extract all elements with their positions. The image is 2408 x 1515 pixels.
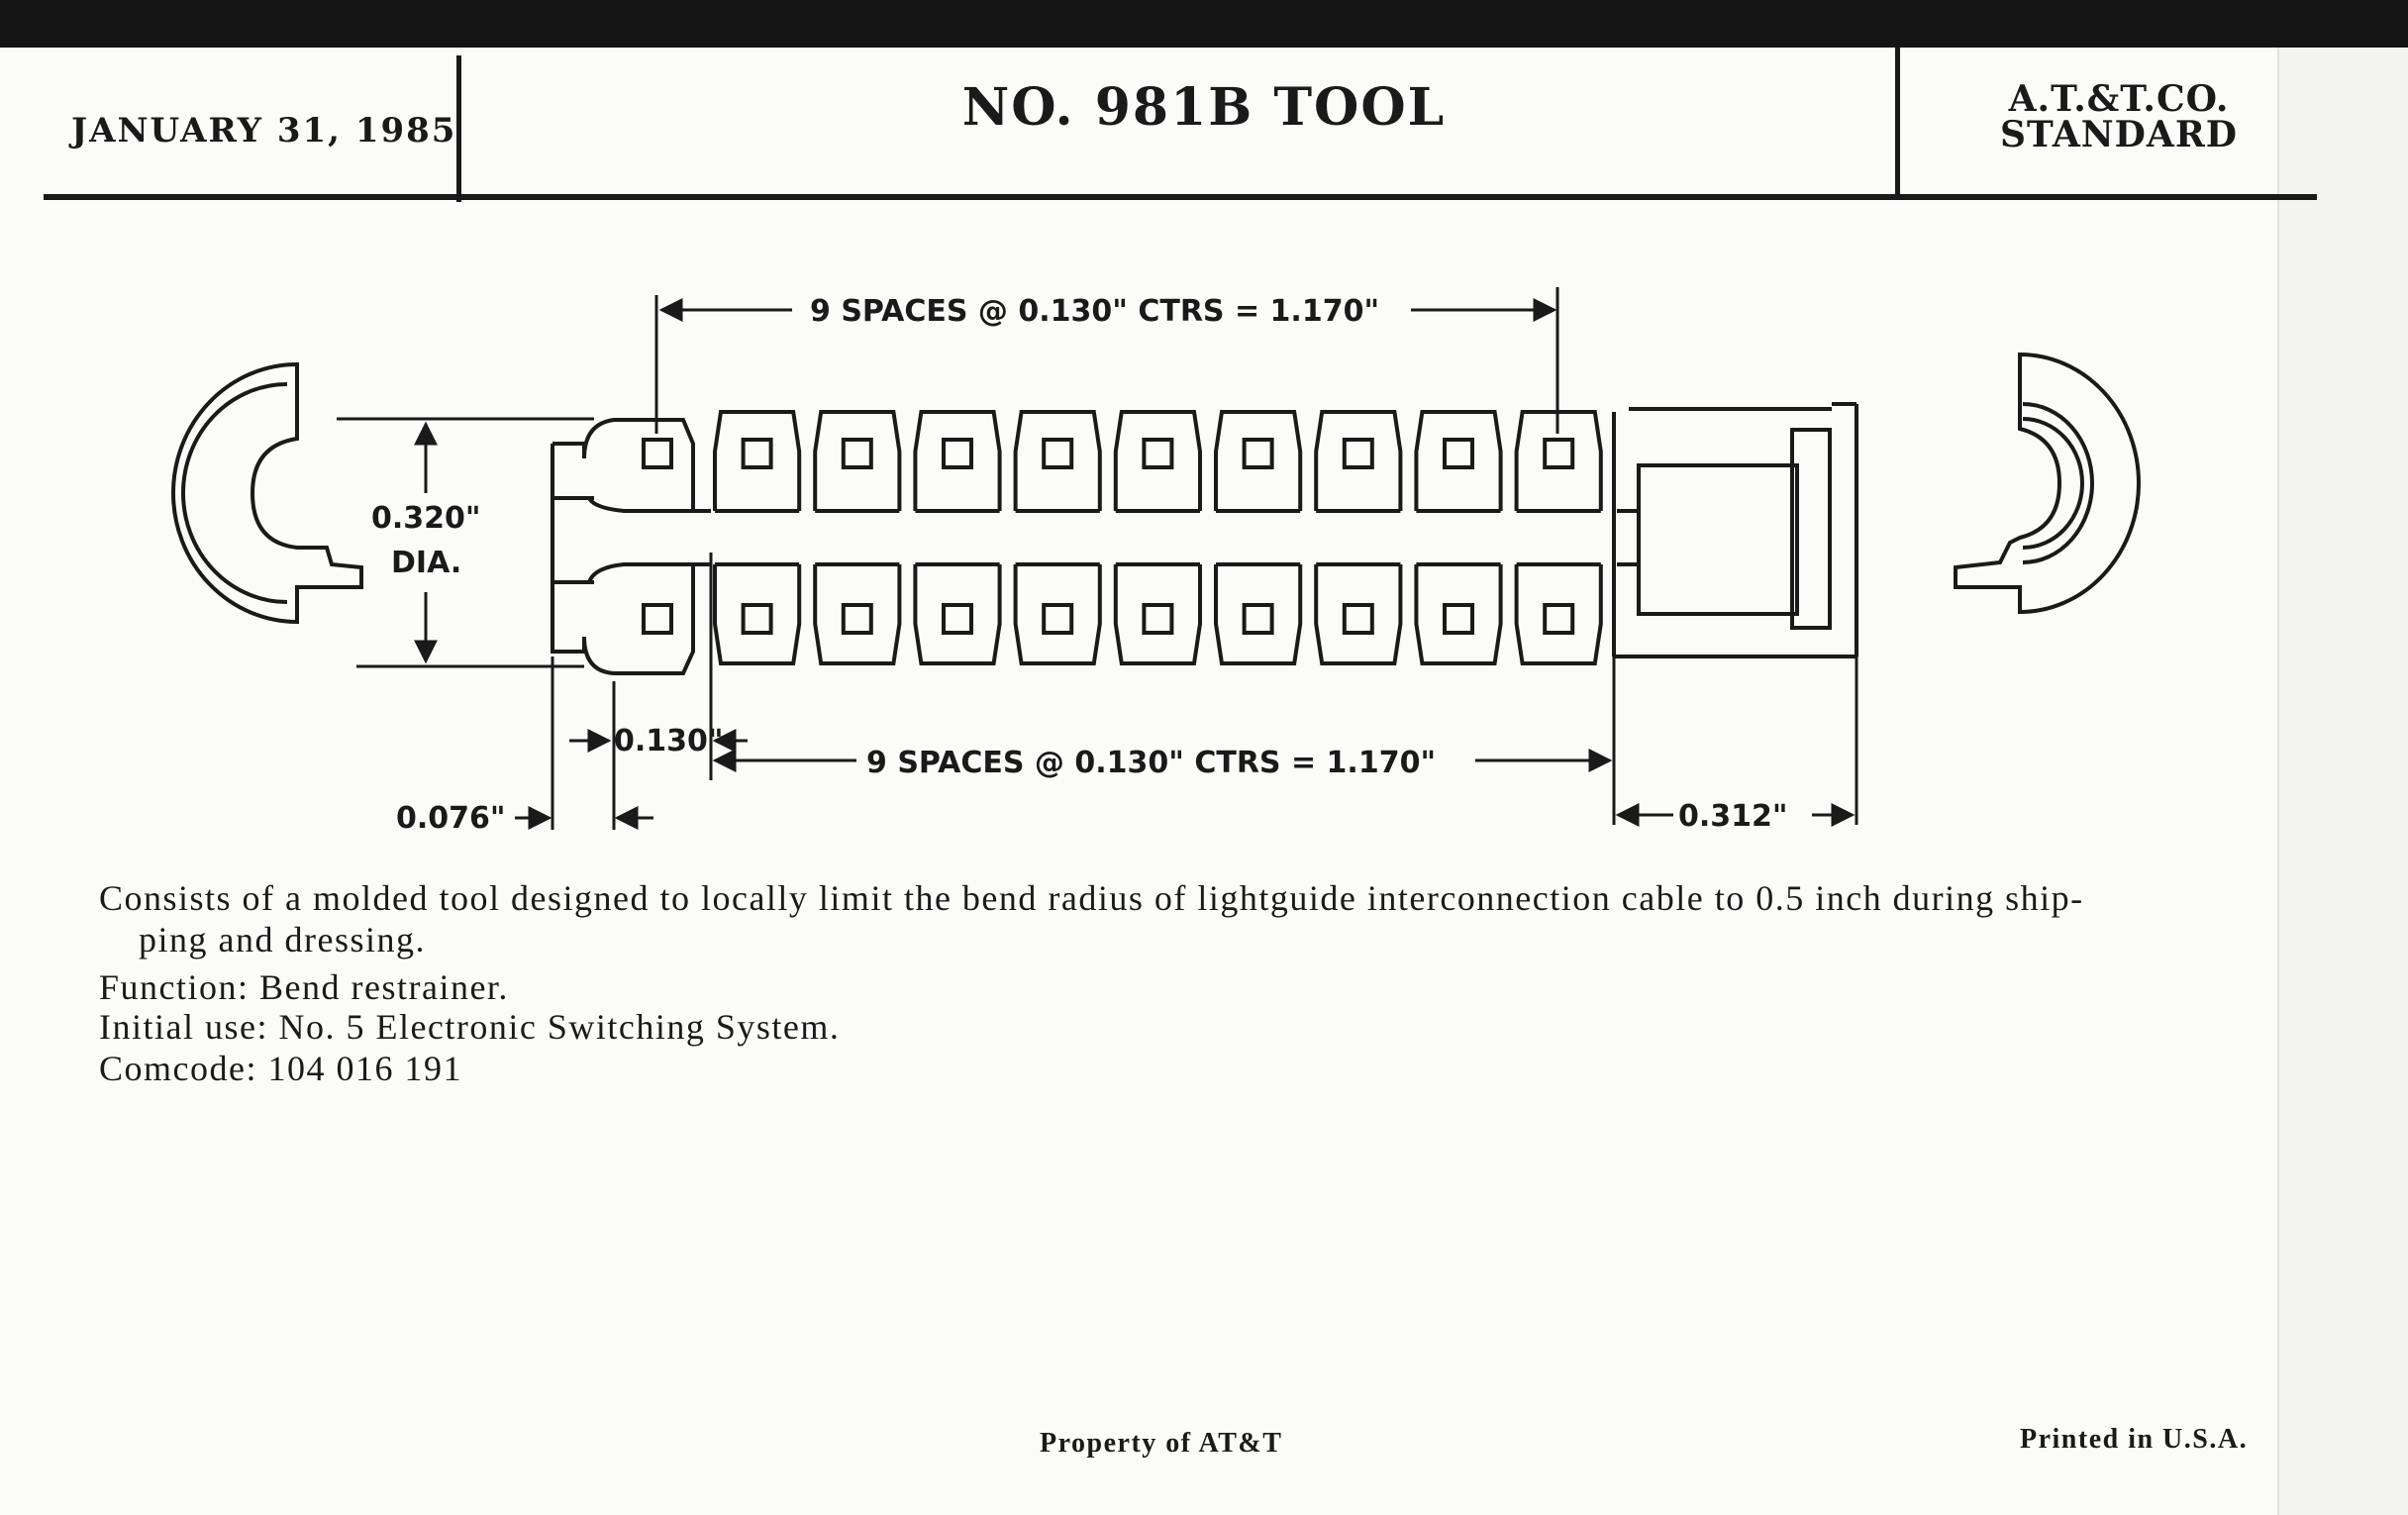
tool-segment [1016,412,1100,663]
diameter-value: 0.320" [371,501,481,536]
right-end-cap [1956,354,2139,612]
top-spacing-label: 9 SPACES @ 0.130" CTRS = 1.170" [810,294,1380,329]
pitch-label: 0.130" [614,724,724,758]
property-notice: Property of AT&T [1040,1428,1283,1459]
card-edge [2277,48,2408,1515]
function-line: Function: Bend restrainer. [99,967,509,1007]
standard-line-1: A.T.&T.CO. [2008,78,2230,120]
header-divider-right [1895,48,1900,194]
tool-segment [1416,412,1500,663]
comcode-line: Comcode: 104 016 191 [99,1049,462,1088]
issue-date: JANUARY 31, 1985 [71,111,457,151]
tool-segment [715,412,799,663]
header-rule [44,194,2317,200]
initial-use-line: Initial use: No. 5 Electronic Switching System. [99,1007,841,1047]
description-line-1: Consists of a molded tool designed to locally limit the bend radius of lightguide interconnection cable to 0.5 inch during ship- [99,878,2084,918]
standard-line-2: STANDARD [2000,114,2238,155]
standard-mark [1960,78,2277,155]
tool-segment-first [644,440,671,633]
page-title: NO. 981B TOOL [961,77,1447,138]
header-divider-left [456,55,461,202]
tool-body [552,444,711,652]
tool-segment [1517,412,1601,663]
tool-segment [1116,412,1200,663]
end-length-label: 0.312" [1678,799,1788,834]
tool-drawing [0,216,2277,859]
left-offset-label: 0.076" [396,801,506,836]
standard-card [0,48,2408,1515]
tool-segment [815,412,899,663]
tool-segment [1216,412,1300,663]
left-end-cap [173,364,361,622]
tool-segment [1316,412,1400,663]
diameter-unit: DIA. [391,546,462,580]
bottom-spacing-label: 9 SPACES @ 0.130" CTRS = 1.170" [866,746,1437,780]
tool-segment [915,412,999,663]
printed-notice: Printed in U.S.A. [2020,1424,2249,1455]
description-line-2: ping and dressing. [139,920,426,960]
